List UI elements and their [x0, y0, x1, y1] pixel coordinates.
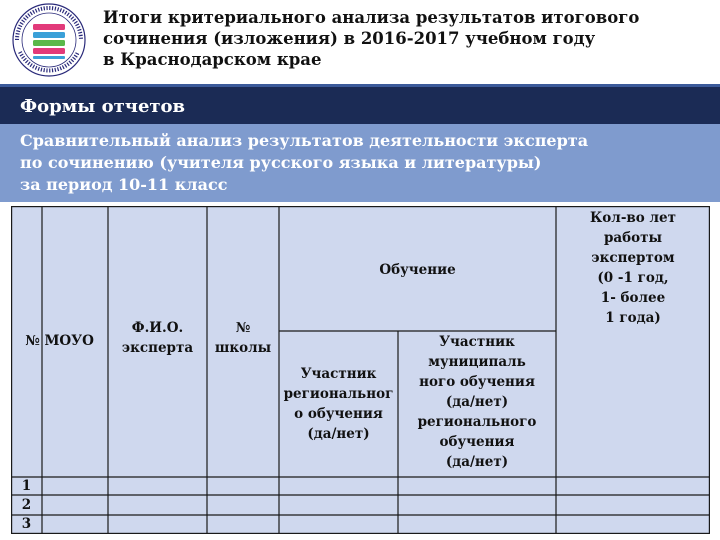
- institute-logo: [2, 0, 96, 80]
- title-line: Итоги критериального анализа результатов итогового: [103, 8, 640, 27]
- header-school-line: №: [235, 320, 251, 336]
- header-municipal-line: обучения: [439, 434, 515, 450]
- header-municipal-line: регионального: [417, 414, 537, 430]
- header-regional-line: (да/нет): [307, 426, 370, 442]
- header-years-line: работы: [603, 230, 663, 246]
- subtitle-line: Сравнительный анализ результатов деятельности эксперта: [20, 131, 589, 150]
- header-municipal-line: (да/нет): [445, 394, 509, 410]
- header-expert-line: эксперта: [121, 340, 194, 356]
- header-municipal-line: ного обучения: [419, 374, 535, 390]
- page-title: [103, 7, 703, 70]
- slide-header: [0, 0, 720, 80]
- header-years-line: 1 года): [605, 310, 661, 326]
- report-subtitle: [20, 130, 710, 196]
- subtitle-line: за период 10-11 класс: [20, 175, 228, 194]
- header-municipal-line: (да/нет): [445, 454, 509, 470]
- header-regional-line: Участник: [300, 366, 377, 382]
- header-regional-line: региональног: [283, 386, 394, 402]
- report-table: [11, 206, 710, 534]
- row-number: 2: [21, 497, 32, 513]
- header-municipal-line: муниципаль: [428, 354, 526, 370]
- header-regional-line: о обучения: [294, 406, 383, 422]
- header-years-line: Кол-во лет: [590, 210, 676, 226]
- section-band: [0, 84, 720, 124]
- subtitle-line: по сочинению (учителя русского языка и литературы): [20, 153, 542, 172]
- header-expert-line: Ф.И.О.: [131, 320, 184, 336]
- header-municipal-line: Участник: [439, 334, 515, 350]
- header-years-line: экспертом: [591, 250, 675, 266]
- header-school-line: школы: [214, 340, 272, 356]
- title-line: в Краснодарском крае: [103, 50, 322, 69]
- header-school-number: [207, 318, 279, 358]
- header-years-line: 1- более: [600, 290, 666, 306]
- header-training: Обучение: [379, 262, 456, 278]
- subtitle-bar: [0, 124, 720, 202]
- header-expert-years: [556, 208, 710, 328]
- row-number: 3: [21, 516, 32, 532]
- title-line: сочинения (изложения) в 2016-2017 учебном году: [103, 29, 596, 48]
- header-regional-training: [279, 364, 398, 444]
- header-expert-name: [108, 318, 207, 358]
- section-title: Формы отчетов: [20, 96, 186, 117]
- header-years-line: (0 -1 год,: [597, 270, 669, 286]
- header-num-mouo: № МОУО: [25, 333, 94, 349]
- row-number: 1: [21, 478, 32, 494]
- header-municipal-training: [398, 332, 556, 472]
